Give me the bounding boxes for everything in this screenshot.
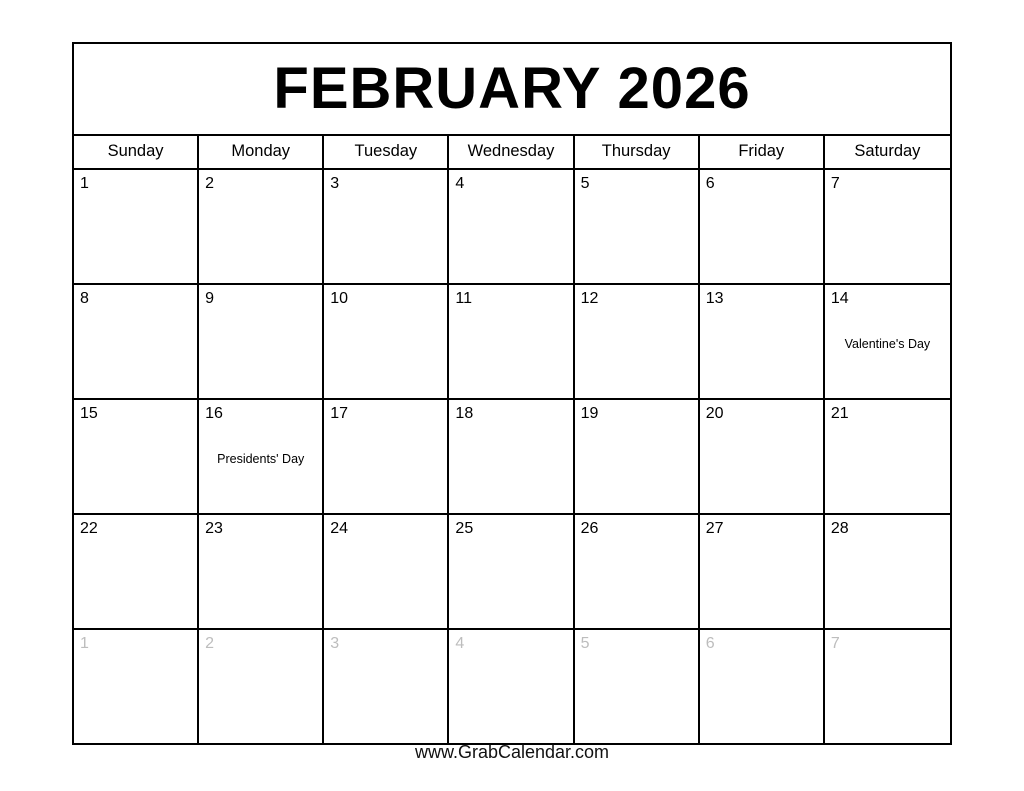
day-number: 2 (205, 175, 215, 192)
weekday-header-friday: Friday (700, 136, 825, 168)
week-row (74, 515, 950, 630)
day-number: 7 (830, 635, 840, 652)
day-number: 6 (705, 175, 715, 192)
day-number: 1 (80, 635, 89, 652)
day-cell[interactable] (449, 400, 574, 513)
day-cell[interactable] (700, 630, 825, 743)
calendar-weeks (74, 170, 950, 743)
day-cell[interactable] (825, 170, 950, 283)
week-row (74, 170, 950, 285)
day-number: 28 (830, 520, 849, 537)
day-number: 7 (830, 175, 840, 192)
day-number: 13 (705, 290, 724, 307)
day-cell[interactable] (449, 630, 574, 743)
day-cell[interactable] (74, 515, 199, 628)
day-cell[interactable] (825, 515, 950, 628)
day-number: 4 (455, 175, 465, 192)
day-cell[interactable] (74, 400, 199, 513)
day-number: 11 (455, 290, 473, 307)
day-number: 19 (580, 405, 599, 422)
day-number: 21 (830, 405, 849, 422)
day-cell[interactable] (700, 170, 825, 283)
weekday-header-tuesday: Tuesday (324, 136, 449, 168)
day-number: 22 (80, 520, 98, 537)
day-number: 9 (205, 290, 215, 307)
day-number: 1 (80, 175, 89, 192)
day-number: 20 (705, 405, 724, 422)
day-cell[interactable] (700, 285, 825, 398)
weekday-header-monday: Monday (199, 136, 324, 168)
day-cell[interactable] (199, 285, 324, 398)
week-row (74, 630, 950, 743)
day-cell[interactable] (324, 515, 449, 628)
day-number: 17 (330, 405, 349, 422)
weekday-header-wednesday: Wednesday (449, 136, 574, 168)
day-number: 12 (580, 290, 599, 307)
day-event: Presidents' Day (217, 452, 305, 466)
day-cell[interactable] (825, 400, 950, 513)
day-cell[interactable] (575, 170, 700, 283)
weekday-header-saturday: Saturday (854, 142, 921, 160)
day-number: 25 (455, 520, 474, 537)
day-cell[interactable] (74, 285, 199, 398)
weekday-header-sunday: Sunday (74, 136, 199, 168)
day-cell[interactable] (449, 285, 574, 398)
day-number: 27 (705, 520, 724, 537)
day-cell[interactable] (74, 630, 199, 743)
day-cell[interactable] (324, 630, 449, 743)
day-cell[interactable] (199, 170, 324, 283)
day-cell[interactable] (575, 515, 700, 628)
day-cell[interactable] (324, 170, 449, 283)
day-number: 6 (705, 635, 715, 652)
day-cell[interactable] (700, 515, 825, 628)
weekday-header-row (74, 136, 950, 170)
day-cell[interactable] (449, 170, 574, 283)
day-number: 4 (455, 635, 465, 652)
day-number: 3 (330, 635, 340, 652)
day-number: 3 (330, 175, 340, 192)
day-cell[interactable] (825, 630, 950, 743)
day-cell[interactable] (449, 515, 574, 628)
day-number: 15 (80, 405, 98, 422)
calendar-table (72, 42, 952, 745)
day-cell[interactable] (324, 285, 449, 398)
day-cell[interactable] (575, 285, 700, 398)
day-cell[interactable] (575, 630, 700, 743)
day-cell[interactable] (199, 630, 324, 743)
day-cell[interactable] (575, 400, 700, 513)
day-cell[interactable] (199, 515, 324, 628)
day-number: 16 (205, 405, 223, 422)
footer-website: www.GrabCalendar.com (414, 742, 610, 762)
week-row (74, 400, 950, 515)
day-number: 2 (205, 635, 215, 652)
day-number: 8 (80, 290, 89, 307)
day-number: 18 (455, 405, 474, 422)
day-number: 10 (330, 290, 349, 307)
day-number: 26 (580, 520, 599, 537)
day-event: Valentine's Day (844, 337, 931, 351)
week-row (74, 285, 950, 400)
page-title: FEBRUARY 2026 (273, 56, 751, 121)
day-number: 5 (580, 635, 590, 652)
day-cell[interactable] (825, 285, 950, 398)
day-cell[interactable] (324, 400, 449, 513)
weekday-header-thursday: Thursday (575, 136, 700, 168)
day-cell[interactable] (199, 400, 324, 513)
day-number: 14 (830, 290, 849, 307)
day-number: 23 (205, 520, 223, 537)
day-number: 5 (580, 175, 590, 192)
day-number: 24 (330, 520, 349, 537)
day-cell[interactable] (700, 400, 825, 513)
calendar-title-bar (74, 44, 950, 136)
day-cell[interactable] (74, 170, 199, 283)
